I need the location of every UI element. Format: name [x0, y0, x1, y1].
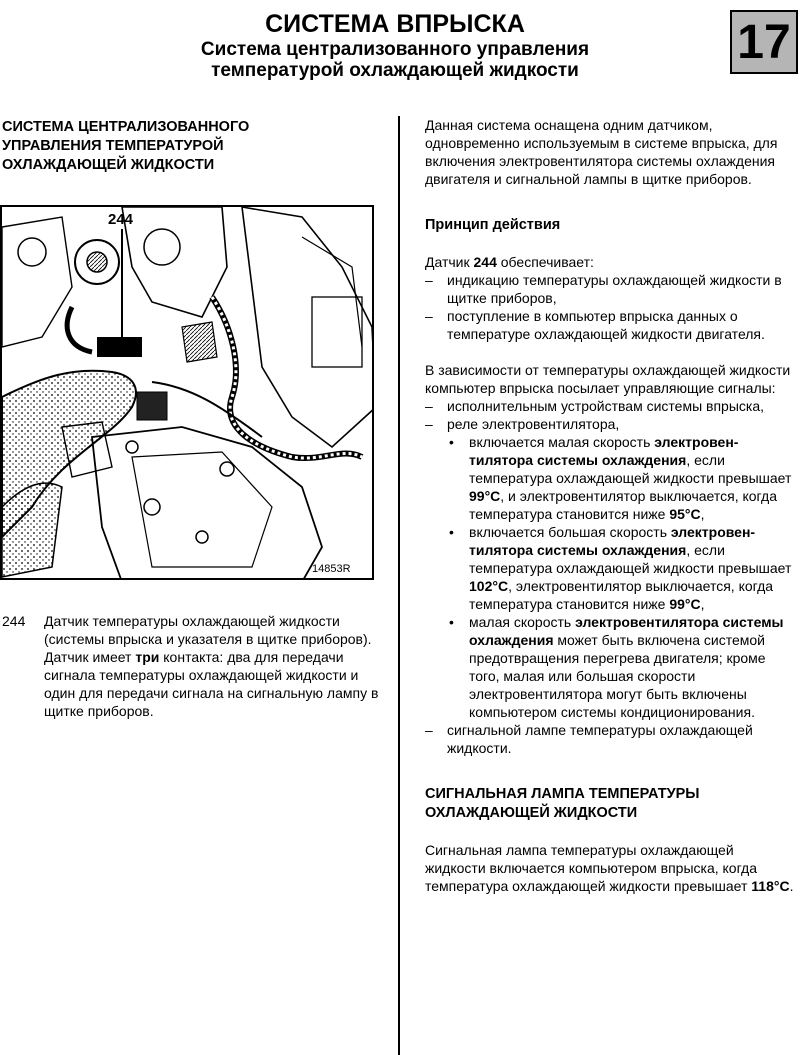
lamp-heading	[425, 785, 795, 823]
list-item: – исполнительным устройствам системы впрыска,	[425, 397, 795, 415]
section-title-line-1: СИСТЕМА ЦЕНТРАЛИЗОВАННОГО	[2, 119, 250, 135]
legend-contacts: Датчик имеет три контакта: два для передачи сигнала температуры охлаждающей жидкости и один для передачи сигнала на сигнальную лампу в щитке приборов.	[44, 649, 379, 719]
provides-list	[425, 271, 795, 343]
sensor-paragraph: Датчик 244 обеспечивает:	[425, 254, 594, 270]
intro-paragraph: Данная система оснащена одним датчиком, одновременно используемым в системе впрыска, для включения электровентилятора системы охлаждения двигателя и сигнальной лампы в щитке приборов.	[425, 117, 778, 187]
figure-callout-244: 244	[108, 211, 134, 228]
list-item: • включается малая скорость электровен-тилятора системы охлаждения, если температура охлаждающей жидкости превышает 99°C, и электровентилятор выключается, когда температура становится ниже 95°C,	[447, 433, 795, 523]
section-title-line-3: ОХЛАЖДАЮЩЕЙ ЖИДКОСТИ	[2, 157, 215, 173]
page-subtitle	[0, 39, 790, 81]
lamp-heading-line-2: ОХЛАЖДАЮЩЕЙ ЖИДКОСТИ	[425, 805, 638, 821]
engine-illustration	[0, 205, 374, 580]
section-title-line-2: УПРАВЛЕНИЯ ТЕМПЕРАТУРОЙ	[2, 138, 224, 154]
list-item: – поступление в компьютер впрыска данных о температуре охлаждающей жидкости двигателя.	[425, 307, 795, 343]
subtitle-line-2: температурой охлаждающей жидкости	[211, 60, 579, 81]
list-item: – реле электровентилятора, • включается малая скорость электровен-тилятора системы охлаждения, если температура охлаждающей жидкости превышает 99°C, и электровентилятор выключается, когда температура становится ниже 95°C, • включается большая скорость электровен-тилятора системы охлаждения, если температура охлаждающей жидкости превышает 102°C, электровентилятор выключается, когда температура становится ниже 99°C, • малая скорость электровентилятора системы охлаждения может быть включена системой предотвращения перегрева двигателя; кроме того, малая или большая скорости электровентилятора могут быть включены компьютером системы кондиционирования.	[425, 415, 795, 721]
subtitle-line-1: Система централизованного управления	[200, 39, 590, 60]
chapter-number-badge: 17	[730, 10, 798, 74]
list-item: • малая скорость электровентилятора системы охлаждения может быть включена системой предотвращения перегрева двигателя; кроме того, малая или большая скорости электровентилятора могут быть включены компьютером системы кондиционирования.	[447, 613, 795, 721]
page-header	[0, 0, 800, 90]
figure-code: 14853R	[312, 563, 351, 575]
engine-drawing	[2, 207, 374, 580]
list-item: – индикацию температуры охлаждающей жидкости в щитке приборов,	[425, 271, 795, 307]
principle-heading: Принцип действия	[425, 217, 561, 233]
signals-list	[425, 397, 795, 757]
legend-text: Датчик температуры охлаждающей жидкости (системы впрыска и указателя в щитке приборов).	[44, 613, 372, 647]
page-title: СИСТЕМА ВПРЫСКА	[265, 10, 525, 38]
left-column	[2, 118, 382, 175]
list-item: – сигнальной лампе температуры охлаждающей жидкости.	[425, 721, 795, 757]
right-column	[425, 116, 795, 895]
lamp-heading-line-1: СИГНАЛЬНАЯ ЛАМПА ТЕМПЕРАТУРЫ	[425, 786, 700, 802]
legend-number: 244	[2, 613, 26, 629]
depends-paragraph: В зависимости от температуры охлаждающей жидкости компьютер впрыска посылает управляющие сигналы:	[425, 362, 791, 396]
figure-legend	[2, 612, 382, 720]
column-divider	[398, 116, 400, 1055]
lamp-paragraph: Сигнальная лампа температуры охлаждающей жидкости включается компьютером впрыска, когда температура охлаждающей жидкости превышает 118°C.	[425, 842, 794, 894]
list-item: • включается большая скорость электровен-тилятора системы охлаждения, если температура охлаждающей жидкости превышает 102°C, электровентилятор выключается, когда температура становится ниже 99°C,	[447, 523, 795, 613]
fan-conditions-list	[447, 433, 795, 721]
section-title	[2, 118, 382, 175]
